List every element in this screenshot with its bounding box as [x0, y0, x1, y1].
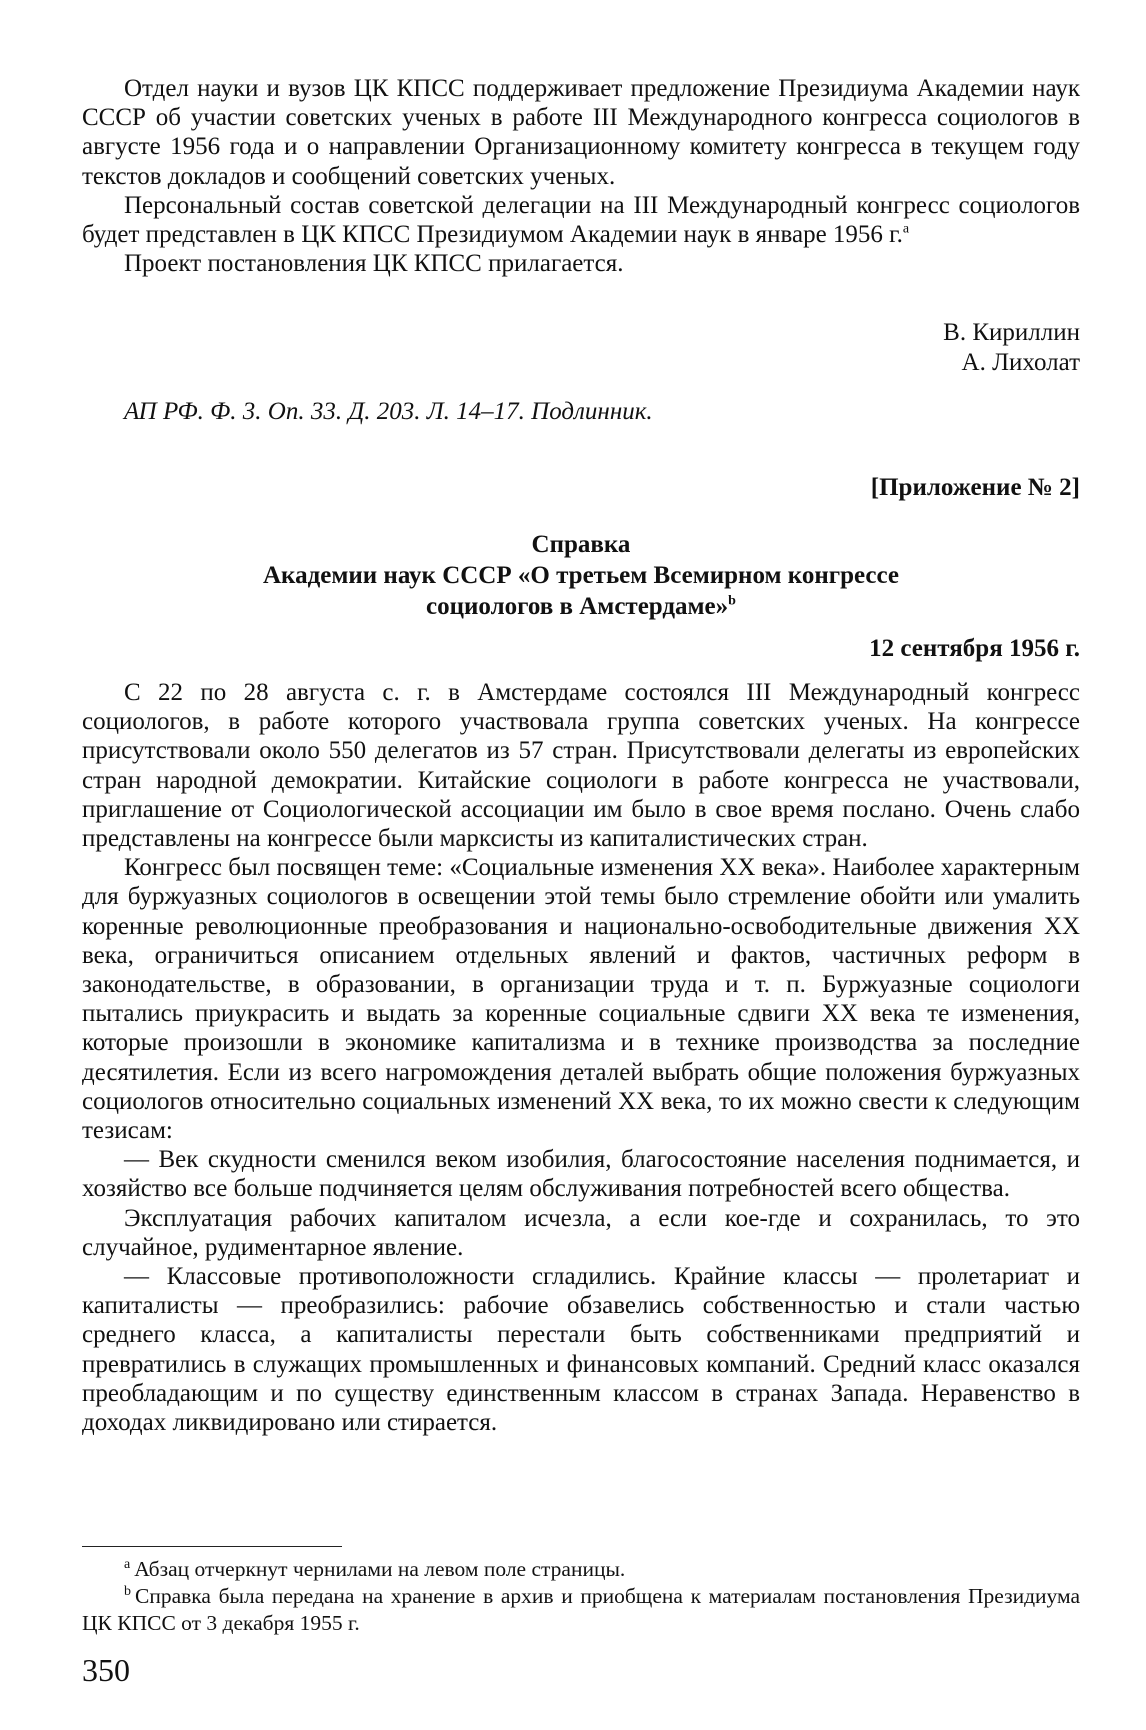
- appendix-label: [Приложение № 2]: [870, 474, 1080, 501]
- footnote: [82, 1556, 1080, 1583]
- footnotes: [82, 1556, 1080, 1637]
- footnote: [82, 1583, 1080, 1637]
- intro-paragraph: Проект постановления ЦК КПСС прилагается.: [124, 250, 624, 278]
- footnote-mark: a: [902, 221, 910, 237]
- document-title: [82, 529, 1080, 622]
- footnote-mark: a: [124, 1556, 131, 1572]
- signature: А. Лихолат: [961, 349, 1080, 376]
- footnote-mark: b: [728, 593, 736, 609]
- intro-section: [82, 74, 1080, 278]
- archive-reference: [82, 397, 1080, 426]
- intro-paragraph: Персональный состав советской делегации на III Международный конгресс социологов будет представлен в ЦК КПСС Президиумом Академии наук в январе 1956 г.$^a$: [82, 191, 1080, 249]
- body-paragraph: С 22 по 28 августа с. г. в Амстердаме состоялся III Международный конгресс социологов, в работе которого участвовала группа советских ученых. На конгрессе присутствовали около 550 делегатов из 57 стран. Присутствовали делегаты из европейских стран народной демократии. Китайские социологи в работе конгресса не участвовали, приглашение от Социологической ассоциации им было в свое время послано. Очень слабо представлены на конгрессе были марксисты из капиталистических стран.: [82, 679, 1080, 853]
- appendix-block: [82, 474, 1080, 502]
- document-date: 12 сентября 1956 г.: [869, 635, 1080, 662]
- body-paragraph: Эксплуатация рабочих капиталом исчезла, а если кое-где и сохранилась, то это случайное, рудиментарное явление.: [82, 1204, 1080, 1261]
- signature: В. Кириллин: [943, 319, 1080, 346]
- signature-block: [82, 318, 1080, 378]
- footnote-text: Справка была передана на хранение в архив и приобщена к материалам постановления Президиума ЦК КПСС от 3 декабря 1955 г.: [82, 1584, 1080, 1635]
- date-block: [82, 635, 1080, 663]
- body-paragraph: — Классовые противоположности сгладились. Крайние классы — пролетариат и капиталисты — преобразились: рабочие обзавелись собственностью и стали частью среднего класса, а капиталисты перестали быть собственниками предприятий и превратились в служащих промышленных и финансовых компаний. Средний класс оказался преобладающим и по существу единственным классом в странах Запада. Неравенство в доходах ликвидировано или стирается.: [82, 1263, 1080, 1437]
- title-line: Академии наук СССР «О третьем Всемирном конгрессе: [263, 562, 899, 589]
- body-paragraph: — Век скудности сменился веком изобилия, благосостояние населения поднимается, и хозяйство все больше подчиняется целям обслуживания потребностей всего общества.: [82, 1146, 1080, 1203]
- footnote-divider: [82, 1546, 342, 1547]
- archive-ref-text: АП РФ. Ф. 3. Оп. 33. Д. 203. Л. 14–17. Подлинник.: [124, 398, 653, 425]
- footnote-mark: b: [124, 1583, 131, 1599]
- body-paragraph: Конгресс был посвящен теме: «Социальные изменения XX века». Наиболее характерным для буржуазных социологов в освещении этой темы было стремление обойти или умалить коренные революционные преобразования и национально-освободительные движения XX века, ограничиться описанием отдельных явлений и фактов, частичных реформ в законодательстве, в образовании, в организации труда и т. п. Буржуазные социологи пытались приукрасить и выдать за коренные социальные сдвиги XX века те изменения, которые произошли в экономике капитализма и в технике производства за последние десятилетия. Если из всего нагромождения деталей выбрать общие положения буржуазных социологов относительно социальных изменений XX века, то их можно свести к следующим тезисам:: [82, 854, 1080, 1145]
- title-line: социологов в Амстердаме»$^b$: [426, 593, 736, 620]
- intro-paragraph: Отдел науки и вузов ЦК КПСС поддерживает предложение Президиума Академии наук СССР об участии советских ученых в работе III Международного конгресса социологов в августе 1956 года и о направлении Организационному комитету конгресса в текущем году текстов докладов и сообщений советских ученых.: [82, 75, 1080, 190]
- body-section: [82, 678, 1080, 1437]
- footnote-text: Абзац отчеркнут чернилами на левом поле страницы.: [134, 1557, 626, 1581]
- title-line: Справка: [531, 531, 631, 558]
- page-number: 350: [82, 1652, 130, 1688]
